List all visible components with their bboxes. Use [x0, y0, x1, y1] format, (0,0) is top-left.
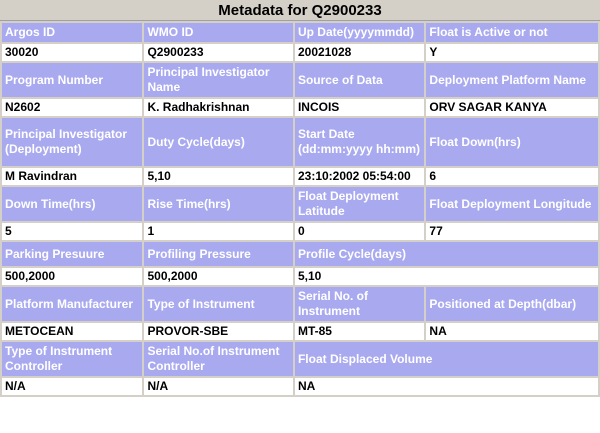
header-row [2, 23, 598, 42]
value-cell: N/A [2, 378, 142, 395]
value-row [2, 323, 598, 340]
header-cell: Float Down(hrs) [426, 118, 598, 166]
header-row [2, 342, 598, 376]
value-cell: 0 [295, 223, 424, 240]
header-cell: Type of Instrument Controller [2, 342, 142, 376]
header-cell: Float Displaced Volume [295, 342, 598, 376]
page-title: Metadata for Q2900233 [0, 0, 600, 21]
header-cell: Deployment Platform Name [426, 63, 598, 97]
header-row [2, 187, 598, 221]
metadata-table [0, 21, 600, 397]
value-cell: 5,10 [295, 268, 598, 285]
value-cell: N/A [144, 378, 293, 395]
header-cell: Float Deployment Longitude [426, 187, 598, 221]
value-cell: NA [295, 378, 598, 395]
header-row [2, 118, 598, 166]
header-row [2, 63, 598, 97]
value-cell: 5 [2, 223, 142, 240]
value-cell: Y [426, 44, 598, 61]
header-cell: Float Deployment Latitude [295, 187, 424, 221]
header-cell: Argos ID [2, 23, 142, 42]
value-cell: PROVOR-SBE [144, 323, 293, 340]
header-cell: Source of Data [295, 63, 424, 97]
header-cell: Serial No. of Instrument [295, 287, 424, 321]
value-cell: 5,10 [144, 168, 293, 185]
header-cell: Rise Time(hrs) [144, 187, 293, 221]
header-row [2, 242, 598, 266]
value-cell: 30020 [2, 44, 142, 61]
header-cell: Profile Cycle(days) [295, 242, 598, 266]
value-cell: N2602 [2, 99, 142, 116]
header-cell: Positioned at Depth(dbar) [426, 287, 598, 321]
value-cell: 500,2000 [2, 268, 142, 285]
value-cell: 1 [144, 223, 293, 240]
header-cell: Program Number [2, 63, 142, 97]
header-cell: Up Date(yyyymmdd) [295, 23, 424, 42]
header-cell: Serial No.of Instrument Controller [144, 342, 293, 376]
value-cell: 20021028 [295, 44, 424, 61]
value-cell: Q2900233 [144, 44, 293, 61]
value-row [2, 378, 598, 395]
header-cell: Principal Investigator Name [144, 63, 293, 97]
value-cell: 77 [426, 223, 598, 240]
header-cell: Platform Manufacturer [2, 287, 142, 321]
header-row [2, 287, 598, 321]
value-row [2, 223, 598, 240]
header-cell: Start Date (dd:mm:yyyy hh:mm) [295, 118, 424, 166]
value-cell: INCOIS [295, 99, 424, 116]
value-cell: K. Radhakrishnan [144, 99, 293, 116]
header-cell: Type of Instrument [144, 287, 293, 321]
value-cell: 23:10:2002 05:54:00 [295, 168, 424, 185]
header-cell: Profiling Pressure [144, 242, 293, 266]
value-row [2, 44, 598, 61]
header-cell: Down Time(hrs) [2, 187, 142, 221]
value-row [2, 268, 598, 285]
header-cell: Duty Cycle(days) [144, 118, 293, 166]
value-cell: ORV SAGAR KANYA [426, 99, 598, 116]
header-cell: Parking Presuure [2, 242, 142, 266]
value-cell: M Ravindran [2, 168, 142, 185]
value-cell: 500,2000 [144, 268, 293, 285]
header-cell: Principal Investigator (Deployment) [2, 118, 142, 166]
value-cell: 6 [426, 168, 598, 185]
value-row [2, 168, 598, 185]
value-cell: MT-85 [295, 323, 424, 340]
header-cell: Float is Active or not [426, 23, 598, 42]
value-cell: METOCEAN [2, 323, 142, 340]
header-cell: WMO ID [144, 23, 293, 42]
value-row [2, 99, 598, 116]
value-cell: NA [426, 323, 598, 340]
